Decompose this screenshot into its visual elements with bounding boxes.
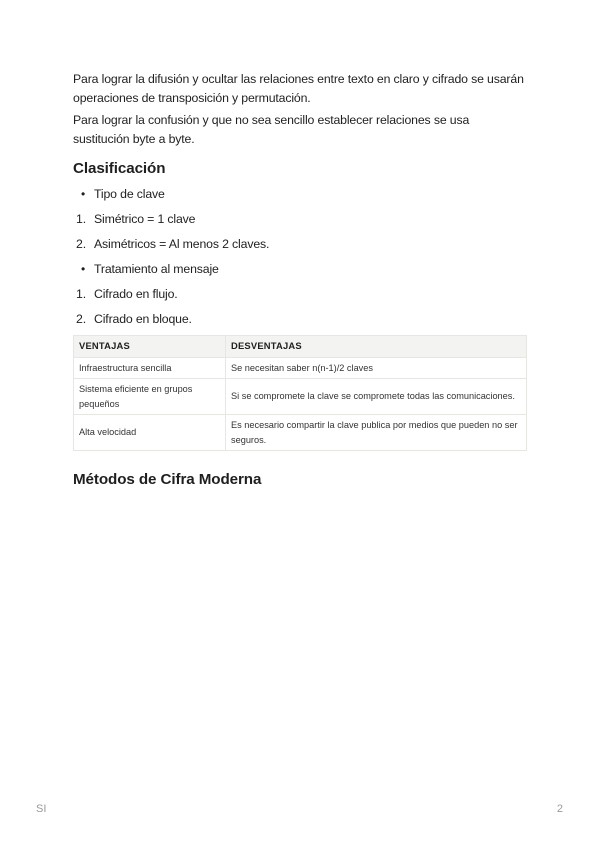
list-item-text: Tratamiento al mensaje [94, 262, 219, 276]
table-cell-desventaja: Se necesitan saber n(n-1)/2 claves [226, 357, 527, 379]
list-item-text: Simétrico = 1 clave [94, 212, 196, 226]
list-item [73, 210, 527, 228]
document-page [73, 70, 527, 496]
list-item [73, 260, 527, 278]
table-header-row [74, 336, 527, 358]
footer-left-label: SI [36, 803, 47, 815]
bullet-marker: • [81, 262, 86, 276]
number-marker: 1. [76, 212, 86, 226]
list-item-text: Cifrado en bloque. [94, 312, 192, 326]
list-item [73, 285, 527, 303]
table-cell-desventaja: Es necesario compartir la clave publica por medios que pueden no ser seguros. [226, 415, 527, 451]
table-row [74, 379, 527, 415]
list-item-text: Asimétricos = Al menos 2 claves. [94, 237, 270, 251]
list-item-text: Cifrado en flujo. [94, 287, 178, 301]
header-ventajas: VENTAJAS [74, 336, 226, 358]
table-cell-ventaja: Infraestructura sencilla [74, 357, 226, 379]
heading-metodos-cifra-moderna: Métodos de Cifra Moderna [73, 471, 262, 488]
page-number: 2 [556, 803, 563, 815]
table-cell-ventaja: Sistema eficiente en grupos pequeños [74, 379, 226, 415]
clasificacion-list [73, 185, 527, 328]
list-item [73, 235, 527, 253]
bullet-marker: • [81, 187, 86, 201]
intro-paragraph-difusion: Para lograr la difusión y ocultar las relaciones entre texto en claro y cifrado se usarán operaciones de transposición y permutación. [73, 72, 524, 105]
table-cell-desventaja: Si se compromete la clave se compromete todas las comunicaciones. [226, 379, 527, 415]
header-desventajas: DESVENTAJAS [226, 336, 527, 358]
table-row [74, 415, 527, 451]
heading-clasificacion: Clasificación [73, 160, 166, 177]
list-item-text: Tipo de clave [94, 187, 165, 201]
number-marker: 2. [76, 312, 86, 326]
intro-paragraph-confusion: Para lograr la confusión y que no sea sencillo establecer relaciones se usa sustitución byte a byte. [73, 113, 470, 146]
list-item [73, 185, 527, 203]
ventajas-desventajas-table [73, 335, 527, 451]
list-item [73, 310, 527, 328]
table-row [74, 357, 527, 379]
number-marker: 2. [76, 237, 86, 251]
table-cell-ventaja: Alta velocidad [74, 415, 226, 451]
number-marker: 1. [76, 287, 86, 301]
